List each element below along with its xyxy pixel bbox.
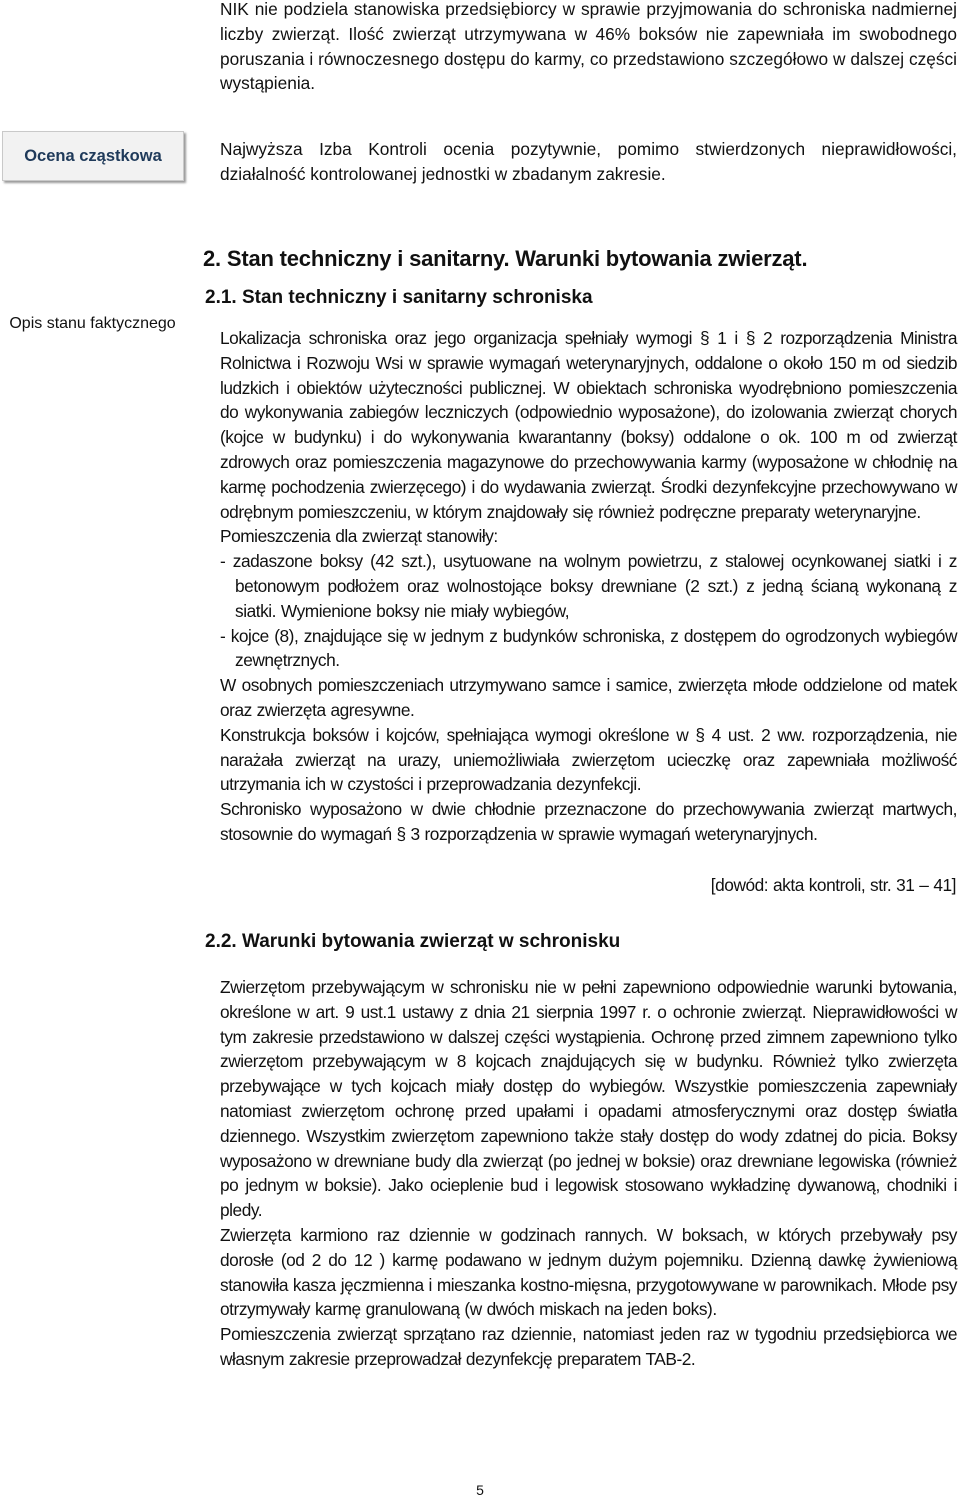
side-label: Opis stanu faktycznego bbox=[9, 315, 176, 332]
section-heading: 2. Stan techniczny i sanitarny. Warunki bytowania zwierząt. bbox=[203, 246, 808, 271]
paragraph: Pomieszczenia zwierząt sprzątano raz dziennie, natomiast jeden raz w tygodniu przedsiębiorca we własnym zakresie przeprowadzał dezynfekcję preparatem TAB-2. bbox=[220, 1324, 957, 1369]
paragraph: W osobnych pomieszczeniach utrzymywano samce i samice, zwierzęta młode oddzielone od matek oraz zwierzęta agresywne. bbox=[220, 675, 957, 720]
paragraph: Konstrukcja boksów i kojców, spełniająca wymogi określone w § 4 ust. 2 ww. rozporządzenia, nie narażała zwierząt na urazy, uniemożliwiała zwierzętom ucieczkę oraz zapewniała możliwość utrzymania ich w czystości i przeprowadzania dezynfekcji. bbox=[220, 724, 957, 795]
paragraph: Schronisko wyposażono w dwie chłodnie przeznaczone do przechowywania zwierząt martwych, stosownie do wymagań § 3 rozporządzenia w sprawie wymagań weterynaryjnych. bbox=[220, 799, 957, 844]
paragraph: Lokalizacja schroniska oraz jego organizacja spełniały wymogi § 1 i § 2 rozporządzenia Ministra Rolnictwa i Rozwoju Wsi w sprawie wymagań weterynaryjnych, oddalone o około 150 m od siedzib ludzkich i obiektów użyteczności publicznej. W obiektach schroniska wyodrębniono pomieszczenia do wykonywania zabiegów leczniczych (odpowiednio wyposażone), do izolowania zwierząt chorych (kojce w budynku) i do wykonywania kwarantanny (boksy) oddalone o ok. 100 m od zwierząt zdrowych oraz pomieszczenia magazynowe do przechowywania karmy (wyposażone w chłodnię na karmę pochodzenia zwierzęcego) i do wydawania zwierząt. Środki dezynfekcyjne przechowywano w odrębnym pomieszczeniu, w którym znajdowały się również podręczne preparaty weterynaryjne. bbox=[220, 328, 957, 522]
subsection-2-2-body bbox=[220, 975, 957, 1372]
assessment-text: Najwyższa Izba Kontroli ocenia pozytywnie, pomimo stwierdzonych nieprawidłowości, działalność kontrolowanej jednostki w zbadanym zakresie. bbox=[220, 139, 957, 184]
assessment-label: Ocena cząstkowa bbox=[24, 146, 162, 165]
subsection-2-1-body bbox=[220, 326, 957, 847]
intro-paragraph: NIK nie podziela stanowiska przedsiębiorcy w sprawie przyjmowania do schroniska nadmiernej liczby zwierząt. Ilość zwierząt utrzymywana w 46% boksów nie zapewniała im swobodnego poruszania i równoczesnego dostępu do karmy, co przedstawiono szczegółowo w dalszej części wystąpienia. bbox=[220, 0, 957, 94]
paragraph: Zwierzętom przebywającym w schronisku nie w pełni zapewniono odpowiednie warunki bytowania, określone w art. 9 ust.1 ustawy z dnia 21 sierpnia 1997 r. o ochronie zwierząt. Nieprawidłowości w tym zakresie przedstawiono w dalszej części wystąpienia. Ochronę przed zimnem zapewniono tylko zwierzętom przebywającym w 8 kojcach znajdujących się w budynku. Również tylko zwierzęta przebywające w tych kojcach miały dostęp do wybiegów. Wszystkie pomieszczenia zapewniały natomiast zwierzętom ochronę przed upałami i opadami atmosferycznymi oraz dostęp światła dziennego. Wszystkim zwierzętom zapewniono także stały dostęp do wody zdatnej do picia. Boksy wyposażono w drewniane budy dla zwierząt (po jednej w boksie) oraz drewniane legowiska (również po jednym w boksie). Jako ocieplenie bud i legowisk stosowano wykładzinę dywanową, chodniki i pledy. bbox=[220, 977, 957, 1221]
paragraph: Pomieszczenia dla zwierząt stanowiły: bbox=[220, 526, 498, 547]
subsection-heading-2-1: 2.1. Stan techniczny i sanitarny schroniska bbox=[205, 287, 593, 308]
list-item: - kojce (8), znajdujące się w jednym z budynków schroniska, z dostępem do ogrodzonych wybiegów zewnętrznych. bbox=[220, 625, 957, 671]
list-item: - zadaszone boksy (42 szt.), usytuowane na wolnym powietrzu, z stalowej ocynkowanej siatki i z betonowym podłożem oraz wolnostojące boksy drewniane (2 szt.) z jedną ścianą wykonaną z siatki. Wymienione boksy nie miały wybiegów, bbox=[220, 551, 957, 621]
evidence-reference: [dowód: akta kontroli, str. 31 – 41] bbox=[710, 875, 956, 895]
paragraph: Zwierzęta karmiono raz dziennie w godzinach rannych. W boksach, w których przebywały psy dorosłe (od 2 do 12 ) karmę podawano w jednym dużym pojemniku. Dzienną dawkę żywieniową stanowiła kasza jęczmienna i mieszanka kostno-mięsna, przygotowywane w parownikach. Młode psy otrzymywały karmę granulowaną (w dwóch miskach na jeden boks). bbox=[220, 1224, 957, 1320]
page-number: 5 bbox=[476, 1482, 484, 1498]
subsection-heading-2-2: 2.2. Warunki bytowania zwierząt w schronisku bbox=[205, 931, 621, 952]
assessment-label-box bbox=[2, 131, 184, 181]
